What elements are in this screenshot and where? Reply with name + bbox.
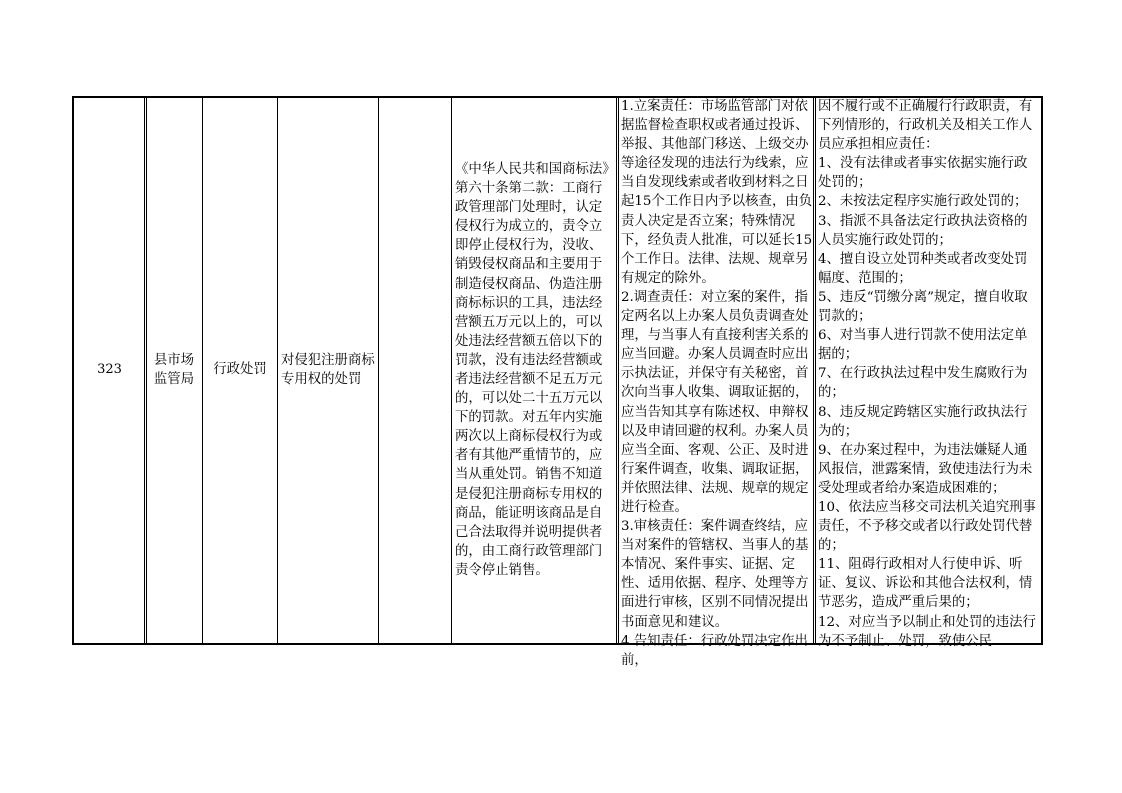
responsibility-item: 1.立案责任：市场监管部门对依据监督检查职权或者通过投诉、举报、其他部门移送、上级交办等途径发现的违法行为线索，应当自发现线索或者收到材料之日起15个工作日内予以核查，由负责人决定是否立案；特殊情况下，经负责人批准，可以延长15个工作日。法律、法规、规章另有规定的除外。	[621, 99, 813, 286]
liability-item: 12、对应当予以制止和处罚的违法行为不予制止、处罚，致使公民	[818, 614, 1036, 649]
liability-item: 1、没有法律或者事实依据实施行政处罚的；	[818, 156, 1028, 191]
liability-item: 9、在办案过程中，为违法嫌疑人通风报信，泄露案情，致使违法行为未受处理或者给办案造成困难的；	[818, 442, 1033, 496]
responsibility-item: 3.审核责任：案件调查终结，应当对案件的管辖权、当事人的基本情况、案件事实、证据、定性、适用依据、程序、处理等方面进行审核，区别不同情况提出书面意见和建议。	[621, 519, 809, 630]
department-cell: 县市场监管局	[153, 352, 195, 387]
legal-basis-text: 《中华人民共和国商标法》第六十条第二款：工商行政管理部门处理时，认定侵权行为成立的，责令立即停止侵权行为，没收、销毁侵权商品和主要用于制造侵权商品、伪造注册商标标识的工具，违法经营额五万元以上的，可以处违法经营额五倍以下的罚款，没有违法经营额或者违法经营额不足五万元的，可以处二十五万元以下的罚款。对五年内实施两次以上商标侵权行为或者有其他严重情节的，应当从重处罚。销售不知道是侵犯注册商标专用权的商品，能证明该商品是自己合法取得并说明提供者的，由工商行政管理部门责令停止销售。	[455, 161, 609, 578]
responsibility-cell	[618, 97, 814, 668]
empty-cell	[379, 97, 451, 643]
category-cell: 行政处罚	[213, 362, 267, 378]
liability-item: 7、在行政执法过程中发生腐败行为的；	[818, 366, 1028, 401]
liability-cell	[815, 97, 1042, 649]
liability-item: 8、违反规定跨辖区实施行政执法行为的；	[818, 404, 1028, 439]
liability-item: 2、未按法定程序实施行政处罚的；	[818, 194, 1028, 210]
liability-item: 10、依法应当移交司法机关追究刑事责任，不予移交或者以行政处罚代替的；	[818, 499, 1036, 554]
liability-item: 4、擅自设立处罚种类或者改变处罚幅度、范围的；	[818, 251, 1028, 286]
liability-item: 11、阻碍行政相对人行使申诉、听证、复议、诉讼和其他合法权利，情节恶劣，造成严重后果的；	[818, 557, 1033, 611]
row-number: 323	[97, 362, 122, 378]
responsibility-item: 4.告知责任：行政处罚决定作出前，	[621, 633, 808, 668]
item-name-cell: 对侵犯注册商标专用权的处罚	[281, 352, 375, 387]
liability-item: 6、对当事人进行罚款不使用法定单据的；	[818, 328, 1028, 363]
liability-item: 3、指派不具备法定行政执法资格的人员实施行政处罚的；	[818, 213, 1028, 248]
liability-item: 5、违反“罚缴分离”规定，擅自收取罚款的；	[818, 289, 1028, 325]
legal-basis-cell	[452, 97, 617, 643]
responsibility-item: 2.调查责任：对立案的案件，指定两名以上办案人员负责调查处理，与当事人有直接利害关系的应当回避。办案人员调查时应出示执法证，并保守有关秘密，首次向当事人收集、调取证据的，应当告知其享有陈述权、申辩权以及申请回避的权利。办案人员应当全面、客观、公正、及时进行案件调查，收集、调取证据，并依照法律、法规、规章的规定进行检查。	[621, 289, 809, 515]
liability-item: 因不履行或不正确履行行政职责，有下列情形的，行政机关及相关工作人员应承担相应责任：	[818, 99, 1033, 153]
